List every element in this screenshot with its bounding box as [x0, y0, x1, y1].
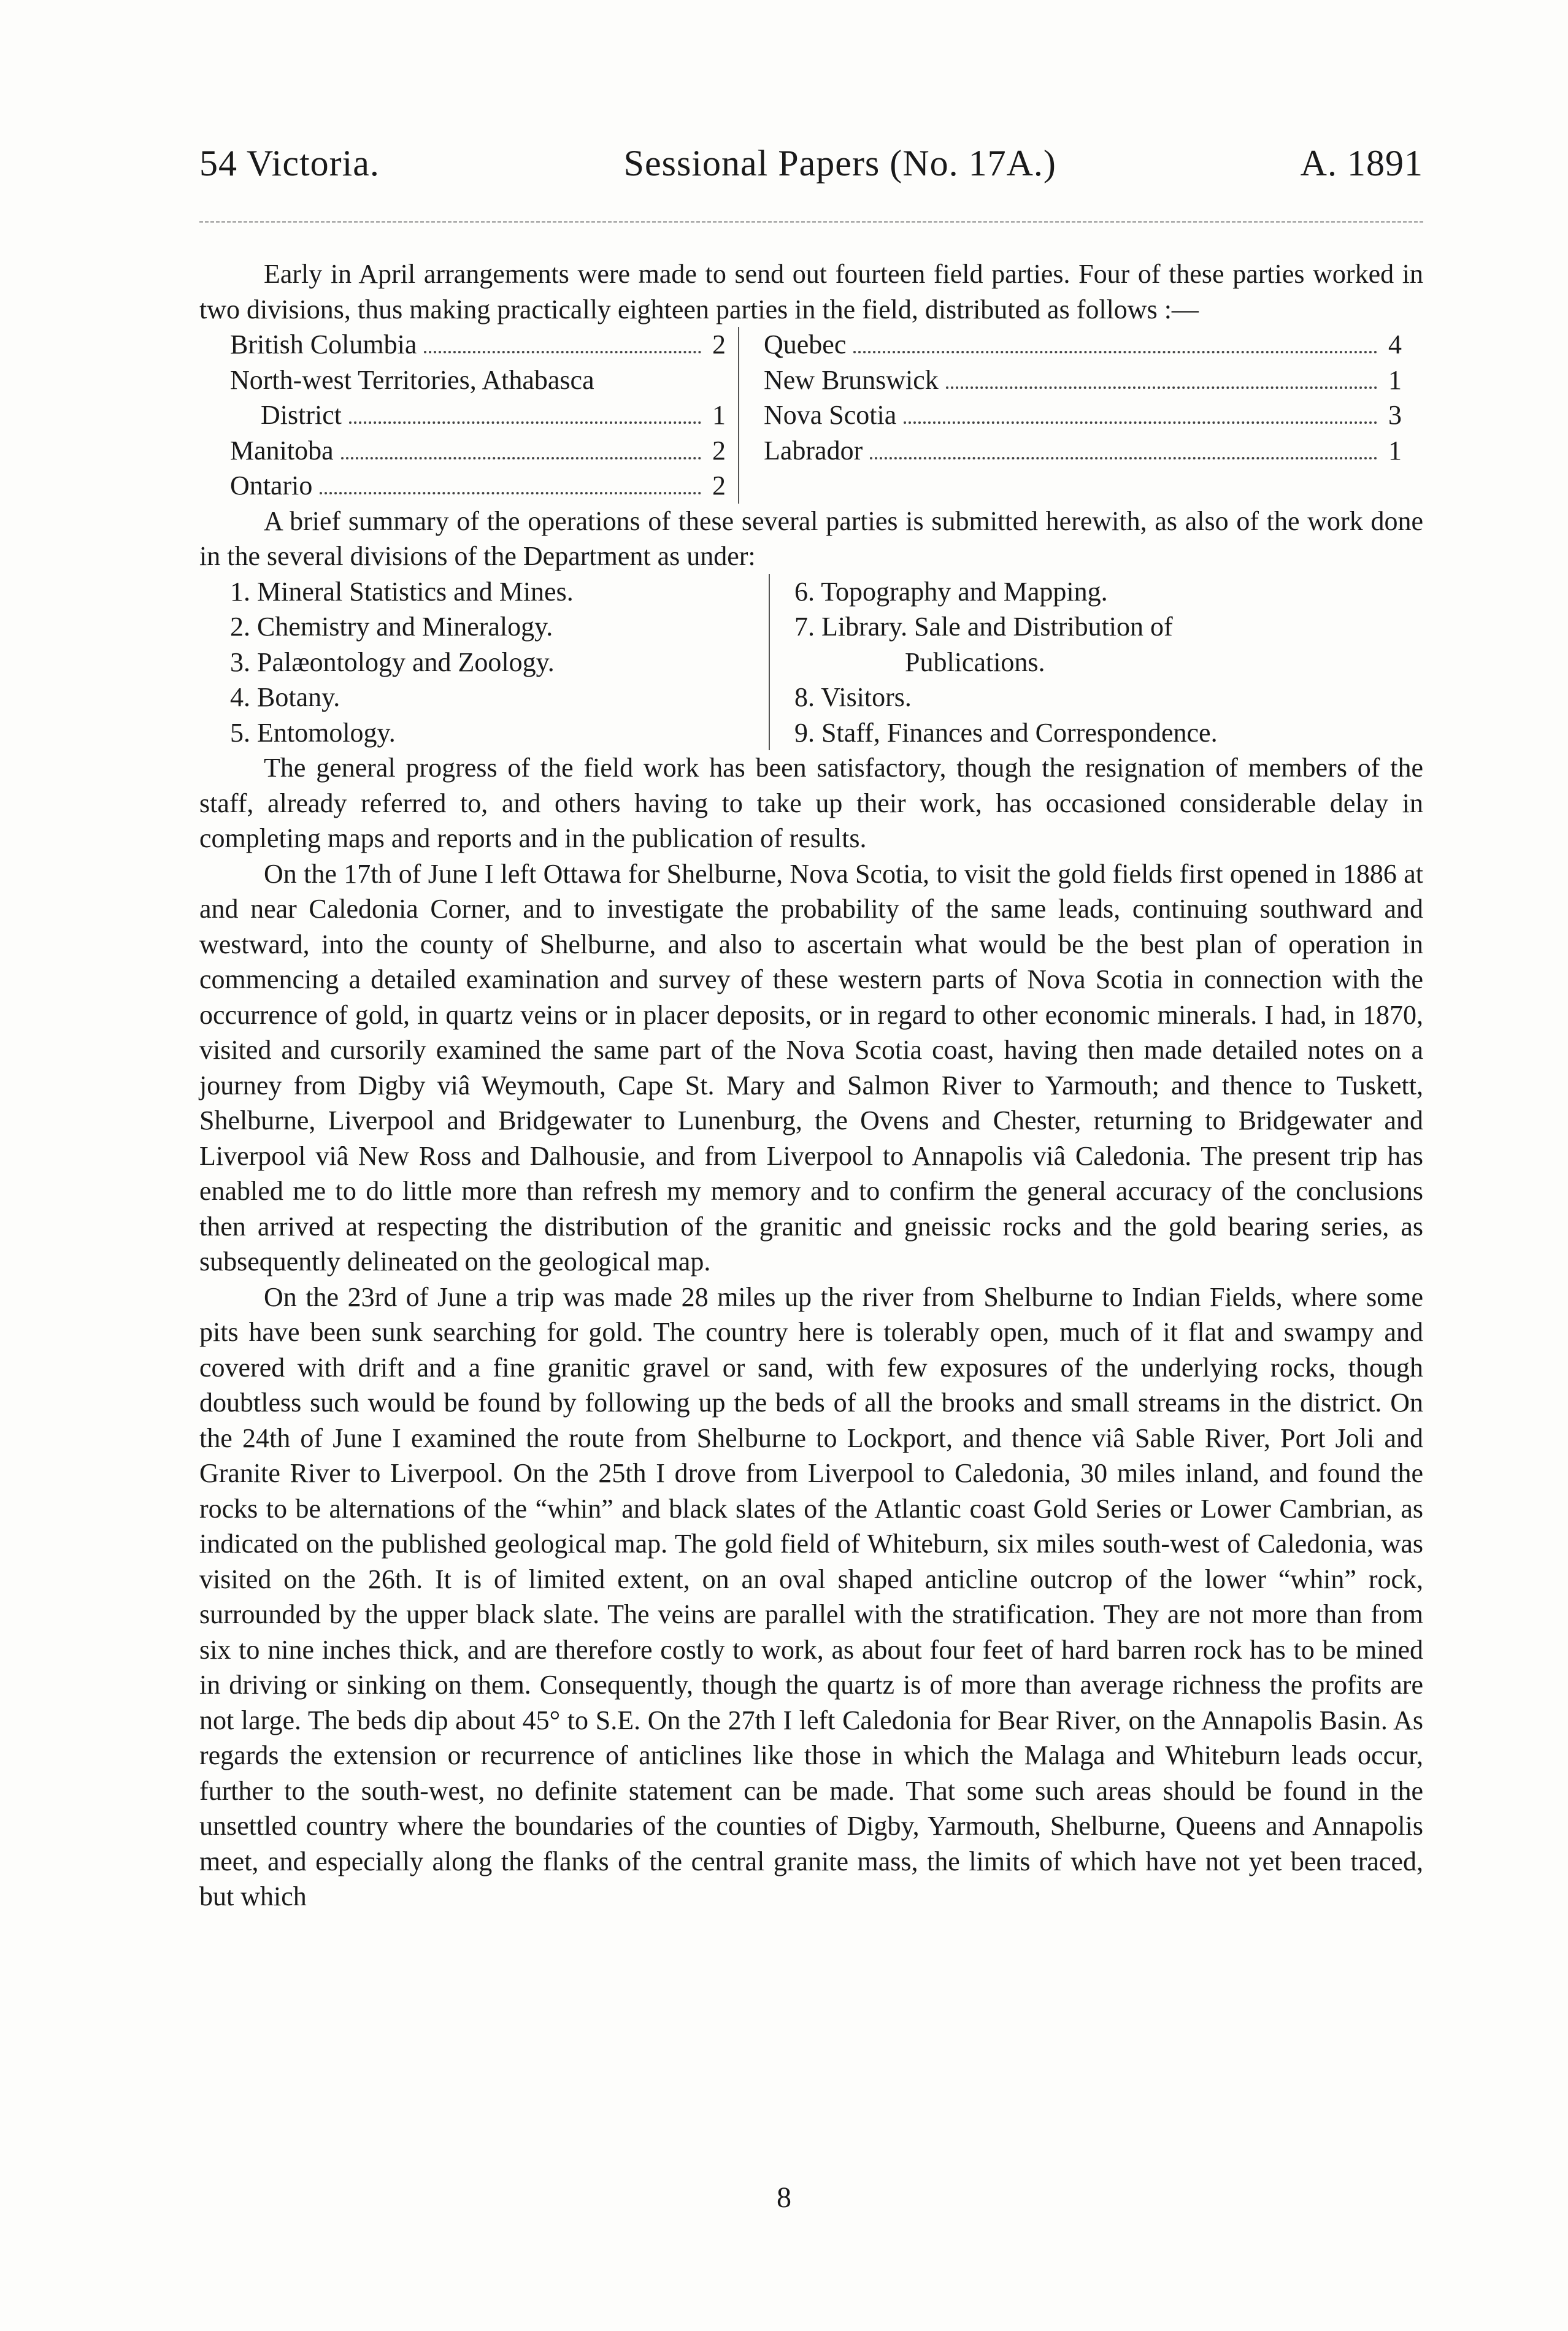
distribution-label: New Brunswick [764, 364, 939, 395]
division-item-continuation: Publications. [905, 647, 1045, 677]
body-paragraph: On the 17th of June I left Ottawa for Shelburne, Nova Scotia, to visit the gold fields first opened in 1886 at and near Caledonia Corner, and to investigate the probability of the same leads, continuing southward and westward, into the county of Shelburne, and also to ascertain what would be the best plan of operation in commencing a detailed examination and survey of these western parts of Nova Scotia in connection with the occurrence of gold, in quartz veins or in placer deposits, or in regard to other economic minerals. I had, in 1870, visited and cursorily examined the same part of the Nova Scotia coast, having then made detailed notes on a journey from Digby viâ Weymouth, Cape St. Mary and Salmon River to Yarmouth; and thence to Tuskett, Shelburne, Liverpool and Bridgewater to Lunenburg, the Ovens and Chester, returning to Bridgewater and Liverpool viâ New Ross and Dalhousie, and from Liverpool to Annapolis viâ Caledonia. The present trip has enabled me to do little more than refresh my memory and to confirm the general accuracy of the conclusions then arrived at respecting the distribution of the granitic and gneissic rocks and the gold bearing series, as subsequently delineated on the geological map. [199, 858, 1423, 1277]
leader-dots [946, 386, 1377, 389]
distribution-row [764, 327, 1402, 363]
header-rule [199, 221, 1423, 223]
leader-dots [904, 421, 1377, 424]
page-number: 8 [777, 2181, 791, 2214]
divisions-left-column [199, 574, 770, 751]
leader-dots [341, 457, 701, 459]
intro-paragraph: Early in April arrangements were made to send out fourteen field parties. Four of these parties worked in two divisions, thus making practically eighteen parties in the field, distributed as follows :— [199, 259, 1423, 324]
header-session: 54 Victoria. [199, 143, 380, 183]
distribution-label: Quebec [764, 329, 847, 359]
distribution-label: Ontario [230, 470, 313, 501]
distribution-label: North-west Territories, Athabasca [230, 364, 594, 395]
distribution-label: District [261, 400, 342, 430]
header-year: A. 1891 [1300, 143, 1423, 183]
distribution-row [764, 397, 1402, 433]
distribution-right-column [739, 327, 1402, 504]
distribution-row [764, 433, 1402, 469]
division-item: 6. Topography and Mapping. [794, 576, 1108, 607]
body-paragraph: The general progress of the field work has been satisfactory, though the resignation of members of the staff, already referred to, and others having to take up their work, has occasioned considerable delay in completing maps and reports and in the publication of results. [199, 753, 1423, 853]
distribution-count: 1 [1388, 435, 1402, 466]
division-item: 9. Staff, Finances and Correspondence. [794, 717, 1218, 748]
distribution-count: 2 [712, 329, 726, 359]
distribution-row [230, 433, 726, 469]
division-item: 5. Entomology. [230, 717, 396, 748]
distribution-count: 1 [712, 400, 726, 430]
body-paragraph: On the 23rd of June a trip was made 28 miles up the river from Shelburne to Indian Fields, where some pits have been sunk searching for gold. The country here is tolerably open, much of it flat and swampy and covered with drift and a fine granitic gravel or sand, with few exposures of the underlying rocks, though doubtless such would be found by following up the beds of all the brooks and small streams in the district. On the 24th of June I examined the route from Shelburne to Lockport, and thence viâ Sable River, Port Joli and Granite River to Liverpool. On the 25th I drove from Liverpool to Caledonia, 30 miles inland, and found the rocks to be alternations of the “whin” and black slates of the Atlantic coast Gold Series or Lower Cambrian, as indicated on the published geological map. The gold field of Whiteburn, six miles south-west of Caledonia, was visited on the 26th. It is of limited extent, on an oval shaped anticline outcrop of the lower “whin” rock, surrounded by the upper black slate. The veins are parallel with the stratification. They are not more than from six to nine inches thick, and are therefore costly to work, as about four feet of hard barren rock has to be mined in driving or sinking on them. Consequently, though the quartz is of more than average richness the profits are not large. The beds dip about 45° to S.E. On the 27th I left Caledonia for Bear River, on the Annapolis Basin. As regards the extension or recurrence of anticlines like those in which the Malaga and Whiteburn leads occur, further to the south-west, no definite statement can be made. That some such areas should be found in the unsettled country where the boundaries of the counties of Digby, Yarmouth, Shelburne, Queens and Annapolis meet, and especially along the flanks of the central granite mass, the limits of which have not yet been traced, but which [199, 1281, 1423, 1911]
distribution-row [230, 363, 726, 398]
division-item: 3. Palæontology and Zoology. [230, 647, 555, 677]
divisions-right-column [770, 574, 1408, 751]
distribution-label: Labrador [764, 435, 863, 466]
distribution-row [230, 397, 726, 433]
distribution-table [199, 327, 1423, 504]
distribution-label: Nova Scotia [764, 400, 897, 430]
division-item: 7. Library. Sale and Distribution of [794, 612, 1173, 642]
running-header [199, 142, 1423, 185]
leader-dots [349, 421, 701, 424]
leader-dots [320, 492, 701, 494]
distribution-count: 2 [712, 435, 726, 466]
leader-dots [853, 351, 1377, 353]
distribution-count: 2 [712, 470, 726, 501]
distribution-count: 1 [1388, 364, 1402, 395]
distribution-label: British Columbia [230, 329, 417, 359]
distribution-row [230, 468, 726, 504]
leader-dots [870, 457, 1377, 459]
division-item: 4. Botany. [230, 682, 340, 712]
distribution-label: Manitoba [230, 435, 334, 466]
page-body [199, 256, 1423, 1914]
distribution-row [230, 327, 726, 363]
division-item: 2. Chemistry and Mineralogy. [230, 612, 553, 642]
distribution-count: 3 [1388, 400, 1402, 430]
distribution-left-column [199, 327, 739, 504]
header-title: Sessional Papers (No. 17A.) [623, 143, 1056, 183]
leader-dots [424, 351, 701, 353]
division-item: 8. Visitors. [794, 682, 912, 712]
divisions-list [199, 574, 1423, 751]
summary-intro-paragraph: A brief summary of the operations of these several parties is submitted herewith, as also of the work done in the several divisions of the Department as under: [199, 505, 1423, 571]
distribution-row [764, 363, 1402, 398]
distribution-count: 4 [1388, 329, 1402, 359]
division-item: 1. Mineral Statistics and Mines. [230, 576, 574, 607]
